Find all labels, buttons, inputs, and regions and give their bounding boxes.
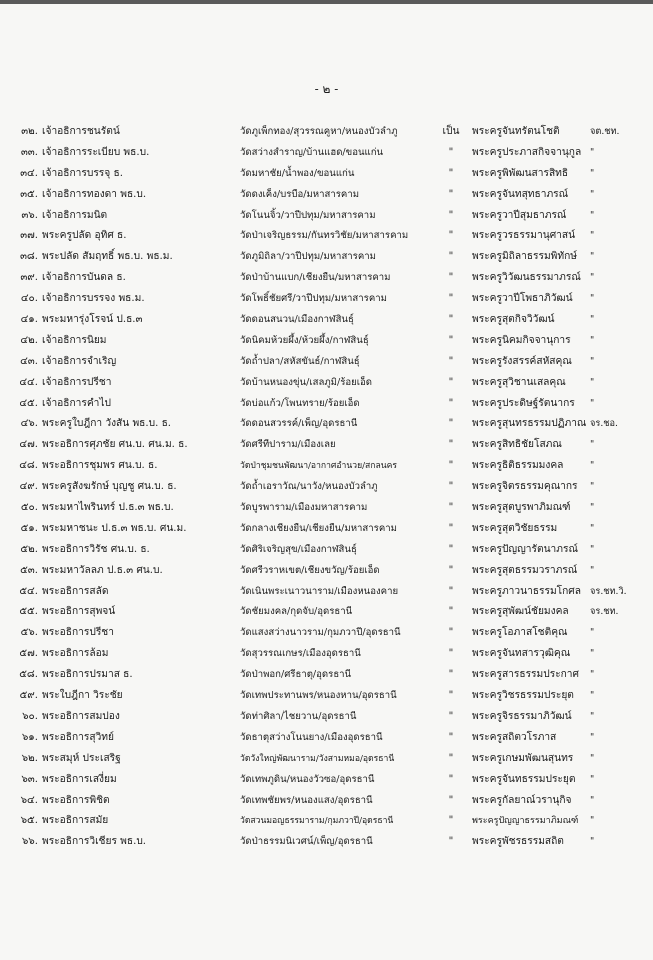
ditto-mark: "	[448, 376, 454, 388]
temple-location: วัดสวนมอญธรรมาราม/กุมภวาปี/อุดรธานี	[240, 816, 394, 827]
rank-code: "	[590, 397, 595, 409]
item-number: ๓๙.	[20, 272, 38, 284]
ditto-mark: "	[448, 230, 454, 242]
rank-code: "	[590, 669, 595, 681]
new-title: พระครูวาปีโพธาภิวัฒน์	[472, 293, 573, 305]
ditto-mark: "	[448, 293, 454, 305]
list-item	[0, 519, 653, 540]
new-title: พระครูสุตบูรพาภิมณฑ์	[472, 502, 571, 514]
list-item	[0, 247, 653, 268]
new-title: พระครูประดิษฐ์รัตนากร	[472, 397, 575, 409]
rank-code: "	[590, 502, 595, 514]
monk-name: เจ้าอธิการนิยม	[42, 334, 107, 346]
ditto-mark: "	[448, 314, 454, 326]
monk-name: พระสมุห์ ประเสริฐ	[42, 752, 121, 764]
item-number: ๓๖.	[21, 209, 38, 221]
item-number: ๔๕.	[19, 397, 38, 409]
rank-code: จร.ชท.วิ.	[590, 585, 627, 597]
temple-location: วัดวังใหญ่พัฒนาราม/วังสามหมอ/อุดรธานี	[240, 753, 395, 764]
monk-name: พระมหารุ่งโรจน์ ป.ธ.๓	[42, 314, 143, 326]
list-item	[0, 498, 653, 519]
monk-name: พระมหาวัลลภ ป.ธ.๓ ศน.บ.	[42, 564, 163, 576]
item-number: ๕๑.	[20, 522, 38, 534]
temple-location: วัดบ่อแก้ว/โพนทราย/ร้อยเอ็ด	[240, 397, 360, 409]
list-item	[0, 686, 653, 707]
new-title: พระครูกัลยาณ์วรานุกิจ	[472, 794, 572, 806]
new-title: พระครูจันทธรรมประยุต	[472, 773, 576, 785]
new-title: พระครูสารธรรมประกาศ	[472, 669, 579, 681]
list-item	[0, 164, 653, 185]
ditto-mark: "	[448, 522, 454, 534]
item-number: ๕๒.	[20, 543, 38, 555]
monk-name: พระครูปลัด อุทิศ ธ.	[42, 230, 127, 242]
ditto-mark: "	[448, 815, 454, 827]
monk-name: พระอธิการสุพจน์	[42, 606, 116, 618]
monk-name: เจ้าอธิการมนิต	[42, 209, 108, 221]
ditto-mark: "	[448, 710, 454, 722]
temple-location: วัดเทพชัยพร/หนองแสง/อุดรธานี	[240, 794, 373, 806]
list-item	[0, 206, 653, 227]
new-title: พระครูปัญญาธรรมาภิมณฑ์	[472, 816, 579, 827]
item-number: ๖๔.	[20, 794, 38, 806]
rank-code: "	[590, 564, 595, 576]
item-number: ๕๔.	[19, 585, 38, 597]
monk-name: เจ้าอธิการบรรจุ ธ.	[42, 167, 123, 179]
list-item	[0, 414, 653, 435]
rank-code: "	[590, 773, 595, 785]
ditto-mark: "	[448, 564, 454, 576]
new-title: พระครูรังสรรค์สหัสคุณ	[472, 355, 572, 367]
rank-code: "	[590, 439, 595, 451]
new-title: พระครูจันทสุทธาภรณ์	[472, 188, 569, 200]
rank-code: "	[590, 648, 595, 660]
list-item	[0, 561, 653, 582]
appointment-list	[0, 122, 653, 853]
new-title: พระครูจิรธรรมาภิวัฒน์	[472, 710, 572, 722]
item-number: ๕๘.	[19, 669, 38, 681]
monk-name: เจ้าอธิการจำเริญ	[42, 355, 117, 367]
temple-location: วัดศรีวราหเขต/เชียงขวัญ/ร้อยเอ็ด	[240, 564, 380, 576]
temple-location: วัดป่าธรรมนิเวศน์/เพ็ญ/อุดรธานี	[240, 836, 373, 848]
monk-name: พระอธิการศุภชัย ศน.บ. ศน.ม. ธ.	[42, 439, 188, 451]
ditto-mark: "	[448, 418, 454, 430]
list-item	[0, 373, 653, 394]
list-item	[0, 707, 653, 728]
new-title: พระครูสุตวิชัยธรรม	[472, 522, 558, 534]
list-item	[0, 832, 653, 853]
new-title: พระครูสุตธรรมวราภรณ์	[472, 564, 578, 576]
list-item	[0, 394, 653, 415]
item-number: ๓๕.	[20, 188, 38, 200]
item-number: ๕๓.	[20, 564, 38, 576]
monk-name: เจ้าอธิการบรรจง พธ.ม.	[42, 293, 145, 305]
temple-location: วัดดอนสวรรค์/เพ็ญ/อุดรธานี	[240, 418, 358, 430]
list-item	[0, 456, 653, 477]
temple-location: วัดนิคมห้วยผึ้ง/ห้วยผึ้ง/กาฬสินธุ์	[240, 334, 369, 346]
monk-name: พระอธิการวิรัช ศน.บ. ธ.	[42, 543, 150, 555]
monk-name: พระใบฎีกา วิระชัย	[42, 690, 123, 702]
ditto-mark: "	[448, 836, 454, 848]
monk-name: พระครูใบฎีกา วังสัน พธ.บ. ธ.	[42, 418, 172, 430]
ditto-mark: "	[448, 627, 454, 639]
new-title: พระครูพิพัฒนสารสิทธิ	[472, 167, 569, 179]
temple-location: วัดป่าบ้านแบก/เชียงยืน/มหาสารคาม	[240, 272, 391, 284]
monk-name: เจ้าอธิการทองดา พธ.บ.	[42, 188, 147, 200]
monk-name: พระมหาไพรินทร์ ป.ธ.๓ พธ.บ.	[42, 502, 174, 514]
new-title: พระครูสถิตวโรภาส	[472, 731, 557, 743]
temple-location: วัดชัยมงคล/กุดจับ/อุดรธานี	[240, 606, 353, 618]
item-number: ๓๓.	[20, 146, 38, 158]
monk-name: พระอธิการล้อม	[42, 648, 109, 660]
item-number: ๕๙.	[19, 690, 38, 702]
item-number: ๖๑.	[21, 731, 38, 743]
list-item	[0, 352, 653, 373]
item-number: ๖๒.	[21, 752, 38, 764]
item-number: ๕๐.	[20, 502, 38, 514]
monk-name: พระอธิการสลัด	[42, 585, 109, 597]
rank-code: "	[590, 627, 595, 639]
new-title: พระครูสิทธิชัยโสภณ	[472, 439, 562, 451]
ditto-mark: "	[448, 209, 454, 221]
monk-name: พระมหาชนะ ป.ธ.๓ พธ.บ. ศน.ม.	[42, 522, 187, 534]
list-item	[0, 602, 653, 623]
new-title: พระครูวิชรธรรมประยุต	[472, 690, 574, 702]
temple-location: วัดศิริเจริญสุข/เมืองกาฬสินธุ์	[240, 543, 357, 555]
rank-code: "	[590, 481, 595, 493]
item-number: ๓๔.	[20, 167, 38, 179]
new-title: พระครูจันทสารวุฒิคุณ	[472, 648, 571, 660]
item-number: ๖๐.	[22, 710, 38, 722]
ditto-mark: "	[448, 397, 454, 409]
new-title: พระครูวาปีสุมธาภรณ์	[472, 209, 567, 221]
item-number: ๔๘.	[19, 460, 38, 472]
ditto-mark: "	[448, 585, 454, 597]
monk-name: พระอธิการเสงี่ยม	[42, 773, 117, 785]
rank-code: "	[590, 334, 595, 346]
rank-code: "	[590, 752, 595, 764]
list-item	[0, 770, 653, 791]
monk-name: เจ้าอธิการบันดล ธ.	[42, 272, 126, 284]
item-number: ๔๐.	[20, 293, 38, 305]
temple-location: วัดบ้านหนองขุ่น/เสลภูมิ/ร้อยเอ็ด	[240, 376, 373, 388]
list-item	[0, 331, 653, 352]
list-item	[0, 185, 653, 206]
item-number: ๓๘.	[19, 251, 38, 263]
monk-name: พระอธิการสุวิทย์	[42, 731, 114, 743]
new-title: พระครูสุตกิจวิวัฒน์	[472, 314, 555, 326]
ditto-mark: "	[448, 606, 454, 618]
new-title: พระครูเกษมพัฒนสุนทร	[472, 752, 574, 764]
ditto-mark: "	[448, 794, 454, 806]
temple-location: วัดภูมิถิลา/วาปีปทุม/มหาสารคาม	[240, 251, 376, 263]
new-title: พระครูนิคมกิจจานุการ	[472, 334, 571, 346]
ditto-mark: "	[448, 690, 454, 702]
list-item	[0, 540, 653, 561]
temple-location: วัดเนินพระเนาวนาราม/เมืองหนองคาย	[240, 585, 399, 597]
list-item	[0, 623, 653, 644]
item-number: ๔๙.	[19, 481, 38, 493]
ditto-mark: "	[448, 543, 454, 555]
list-item	[0, 122, 653, 143]
monk-name: พระอธิการสมัย	[42, 815, 109, 827]
monk-name: พระปลัด สัมฤทธิ์ พธ.บ. พธ.ม.	[42, 251, 173, 263]
list-item	[0, 728, 653, 749]
new-title: พระครูมิถิลาธรรมพิทักษ์	[472, 251, 577, 263]
rank-code: "	[590, 314, 595, 326]
monk-name: พระอธิการชุมพร ศน.บ. ธ.	[42, 460, 158, 472]
monk-name: เจ้าอธิการระเบียบ พธ.บ.	[42, 146, 150, 158]
item-number: ๕๕.	[19, 606, 38, 618]
monk-name: พระอธิการปรมาส ธ.	[42, 669, 133, 681]
item-number: ๕๗.	[19, 648, 38, 660]
item-number: ๔๓.	[20, 355, 38, 367]
ditto-mark: "	[448, 188, 454, 200]
temple-location: วัดโพธิ์ชัยศรี/วาปีปทุม/มหาสารคาม	[240, 293, 387, 305]
temple-location: วัดสุวรรณเกษร/เมืองอุดรธานี	[240, 648, 361, 660]
item-number: ๔๖.	[20, 418, 38, 430]
monk-name: พระอธิการวิเชียร พธ.บ.	[42, 836, 147, 848]
ditto-mark: "	[448, 669, 454, 681]
rank-code: "	[590, 272, 595, 284]
rank-code: "	[590, 690, 595, 702]
list-item	[0, 665, 653, 686]
rank-code: จร.ชอ.	[590, 418, 618, 430]
monk-name: พระอธิการพิชิต	[42, 794, 110, 806]
new-title: พระครูธิติธรรมมงคล	[472, 460, 564, 472]
temple-location: วัดธาตุสว่างโนนยาง/เมืองอุดรธานี	[240, 731, 383, 743]
rank-code: "	[590, 815, 595, 827]
rank-code: "	[590, 522, 595, 534]
list-item	[0, 226, 653, 247]
ditto-mark: "	[448, 481, 454, 493]
new-title: พระครูสุพัฒน์ชัยมงคล	[472, 606, 569, 618]
list-item	[0, 435, 653, 456]
temple-location: วัดดอนสนวน/เมืองกาฬสินธุ์	[240, 314, 354, 326]
ditto-mark: "	[448, 460, 454, 472]
new-title: พระครูปัญญารัตนาภรณ์	[472, 543, 578, 555]
ditto-mark: "	[448, 272, 454, 284]
rank-code: "	[590, 188, 595, 200]
item-number: ๓๒.	[21, 126, 38, 137]
monk-name: เจ้าอธิการปรีชา	[42, 376, 112, 388]
item-number: ๖๓.	[21, 773, 38, 785]
rank-code: "	[590, 209, 595, 221]
top-border	[0, 0, 653, 4]
ditto-mark: "	[448, 146, 454, 158]
new-title: พระครูประภาสกิจจานุกูล	[472, 146, 582, 158]
new-title: พระครูโอภาสโชติคุณ	[472, 627, 568, 639]
rank-code: "	[590, 355, 595, 367]
ditto-mark: "	[448, 731, 454, 743]
rank-code: "	[590, 836, 595, 848]
rank-code: "	[590, 230, 595, 242]
rank-code: "	[590, 543, 595, 555]
list-item	[0, 143, 653, 164]
rank-code: จร.ชท.	[590, 606, 619, 618]
new-title: พระครูวรธรรมานุศาสน์	[472, 230, 576, 242]
temple-location: วัดดงเค็ง/บรบือ/มหาสารคาม	[240, 188, 360, 200]
item-number: ๖๕.	[20, 815, 38, 827]
list-item	[0, 749, 653, 770]
rank-code: "	[590, 731, 595, 743]
page-number: - ๒ -	[314, 82, 339, 96]
temple-location: วัดบูรพาราม/เมืองมหาสารคาม	[240, 502, 368, 514]
ditto-mark: เป็น	[442, 126, 460, 137]
item-number: ๓๗.	[20, 230, 38, 242]
monk-name: พระครูสังฆรักษ์ บุญชู ศน.บ. ธ.	[42, 481, 177, 493]
ditto-mark: "	[448, 167, 454, 179]
item-number: ๔๔.	[19, 376, 38, 388]
rank-code: "	[590, 167, 595, 179]
temple-location: วัดมหาชัย/น้ำพอง/ขอนแก่น	[240, 167, 355, 179]
ditto-mark: "	[448, 251, 454, 263]
new-title: พระครูสุนทรธรรมปฏิภาณ	[472, 418, 587, 430]
new-title: พระครูพัชรธรรมสถิต	[472, 836, 564, 848]
monk-name: เจ้าอธิการคำไป	[42, 397, 111, 409]
temple-location: วัดสว่างสำราญ/บ้านแฮด/ขอนแก่น	[240, 146, 384, 158]
list-item	[0, 582, 653, 603]
list-item	[0, 310, 653, 331]
list-item	[0, 289, 653, 310]
rank-code: "	[590, 146, 595, 158]
temple-location: วัดกลางเชียงยืน/เชียงยืน/มหาสารคาม	[240, 522, 397, 534]
list-item	[0, 268, 653, 289]
monk-name: พระอธิการปรีชา	[42, 627, 114, 639]
temple-location: วัดโนนจิ้ว/วาปีปทุม/มหาสารคาม	[240, 209, 376, 221]
list-item	[0, 477, 653, 498]
item-number: ๔๒.	[20, 334, 38, 346]
temple-location: วัดภูเพ็กทอง/สุวรรณคูหา/หนองบัวลำภู	[240, 126, 398, 137]
monk-name: เจ้าอธิการชนรัตน์	[42, 126, 120, 137]
list-item	[0, 811, 653, 832]
ditto-mark: "	[448, 355, 454, 367]
new-title: พระครูภาวนาธรรมโกศล	[472, 585, 582, 597]
temple-location: วัดถ้ำเอราวัณ/นาวัง/หนองบัวลำภู	[240, 481, 378, 493]
temple-location: วัดถ้ำปลา/สหัสขันธ์/กาฬสินธุ์	[240, 355, 360, 367]
item-number: ๔๑.	[20, 314, 38, 326]
rank-code: จต.ชท.	[590, 126, 620, 137]
item-number: ๖๖.	[21, 836, 38, 848]
list-item	[0, 644, 653, 665]
list-item	[0, 791, 653, 812]
new-title: พระครูสุวิชานเสลคุณ	[472, 376, 566, 388]
ditto-mark: "	[448, 648, 454, 660]
ditto-mark: "	[448, 439, 454, 451]
ditto-mark: "	[448, 334, 454, 346]
temple-location: วัดป่าชุมชนพัฒนา/อากาศอำนวย/สกลนคร	[240, 461, 397, 472]
ditto-mark: "	[448, 752, 454, 764]
temple-location: วัดเทพประทานพร/หนองหาน/อุดรธานี	[240, 690, 397, 702]
new-title: พระครูจิตรธรรมคุณากร	[472, 481, 578, 493]
temple-location: วัดท่าศิลา/ไชยวาน/อุดรธานี	[240, 710, 357, 722]
temple-location: วัดแสงสว่างนาวราม/กุมภวาปี/อุดรธานี	[240, 627, 401, 639]
item-number: ๕๖.	[20, 627, 38, 639]
temple-location: วัดเทพภูดิน/หนองวัวซอ/อุดรธานี	[240, 773, 375, 785]
rank-code: "	[590, 710, 595, 722]
monk-name: พระอธิการสมปอง	[42, 710, 120, 722]
rank-code: "	[590, 251, 595, 263]
new-title: พระครูวิวัฒนธรรมาภรณ์	[472, 272, 581, 284]
item-number: ๔๗.	[19, 439, 38, 451]
temple-location: วัดป่าเจริญธรรม/กันทรวิชัย/มหาสารคาม	[240, 230, 409, 242]
rank-code: "	[590, 376, 595, 388]
rank-code: "	[590, 293, 595, 305]
rank-code: "	[590, 460, 595, 472]
rank-code: "	[590, 794, 595, 806]
temple-location: วัดศรีทีปาราม/เมืองเลย	[240, 439, 336, 451]
ditto-mark: "	[448, 773, 454, 785]
ditto-mark: "	[448, 502, 454, 514]
temple-location: วัดป่าพอก/ศรีธาตุ/อุดรธานี	[240, 669, 352, 681]
new-title: พระครูจันทรัตนโชติ	[472, 126, 560, 137]
